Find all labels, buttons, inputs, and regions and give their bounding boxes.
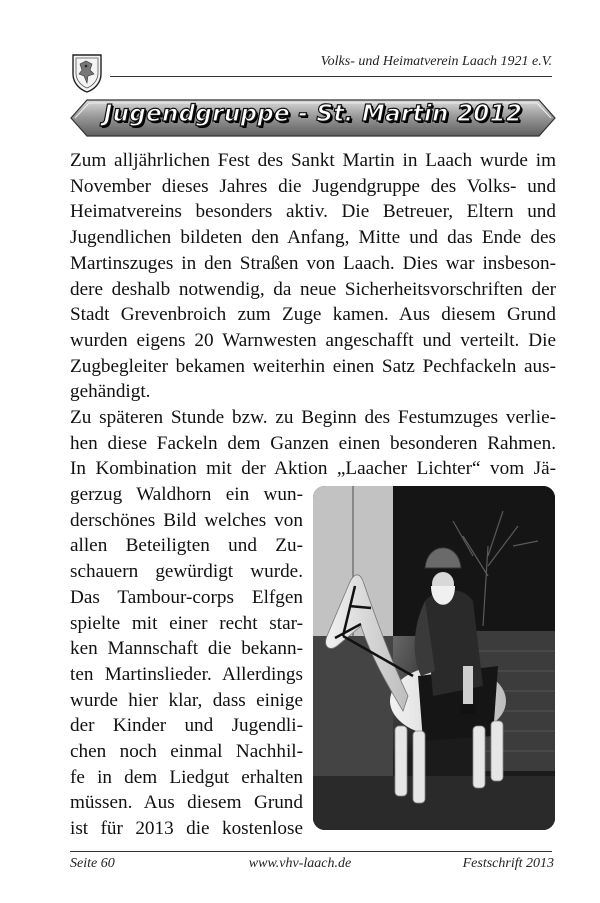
text-line: gehändigt. [70, 381, 151, 403]
page-number: Seite 60 [70, 856, 115, 871]
section-banner [70, 98, 556, 138]
text-line: Stadt Grevenbroich zum Zuge kamen. Aus diesem Grund [70, 304, 556, 326]
text-line: Zum alljährlichen Fest des Sankt Martin in Laach wurde im [70, 150, 556, 171]
text-line: wurde hier klar, dass einige [70, 689, 303, 711]
text-line: müssen. Aus diesem Grund [70, 792, 303, 814]
text-line: Das Tambour-corps Elfgen [70, 586, 303, 608]
coat-of-arms-icon [70, 52, 104, 94]
text-line: derschönes Bild welches von [70, 509, 303, 531]
article-paragraph-2 [70, 405, 556, 482]
footer-publication: Festschrift 2013 [462, 856, 554, 871]
text-line: spielte mit einer recht star- [70, 612, 303, 634]
text-line: der Kinder und Jugendli- [70, 715, 303, 737]
banner-title: Jugendgruppe - St. Martin 2012 [103, 101, 523, 127]
text-line: fe in dem Liedgut erhalten [70, 766, 303, 788]
text-line: schauern gewürdigt wurde. [70, 561, 303, 583]
text-line: wurden eigens 20 Warnwesten angeschafft und verteilt. Die [70, 329, 556, 351]
text-line: November dieses Jahres die Jugendgruppe des Volks- und [70, 175, 556, 197]
text-line: chen noch einmal Nachhil- [70, 741, 303, 763]
text-line: ken Mannschaft die bekann- [70, 638, 303, 660]
article-paragraph-1 [70, 148, 556, 405]
st-martin-photo [313, 486, 555, 830]
text-line: Jugendlichen bildeten den Anfang, Mitte und das Ende des [70, 227, 556, 249]
text-line: Zu späteren Stunde bzw. zu Beginn des Festumzuges verlie- [70, 407, 556, 428]
text-line: gerzug Waldhorn ein wun- [70, 484, 303, 505]
text-line: Martinszuges in den Straßen von Laach. Dies war insbeson- [70, 252, 556, 274]
text-line: In Kombination mit der Aktion „Laacher Lichter“ vom Jä- [70, 458, 556, 480]
text-line: Zugbegleiter bekamen weiterhin einen Satz Pechfackeln aus- [70, 355, 556, 377]
header-divider [110, 76, 552, 77]
text-line: allen Beteiligten und Zu- [70, 535, 303, 557]
text-line: ist für 2013 die kostenlose [70, 818, 303, 840]
article-paragraph-2-column [70, 482, 303, 842]
text-line: dere deshalb notwendig, da neue Sicherheitsvorschriften der [70, 278, 556, 300]
text-line: hen diese Fackeln dem Ganzen einen besonderen Rahmen. [70, 432, 556, 454]
header-title: Volks- und Heimatverein Laach 1921 e.V. [320, 54, 552, 69]
footer-divider [70, 851, 552, 852]
footer-website: www.vhv-laach.de [248, 856, 352, 871]
text-line: ten Martinslieder. Allerdings [70, 663, 303, 685]
text-line: Heimatvereins besonders aktiv. Die Betreuer, Eltern und [70, 201, 556, 223]
